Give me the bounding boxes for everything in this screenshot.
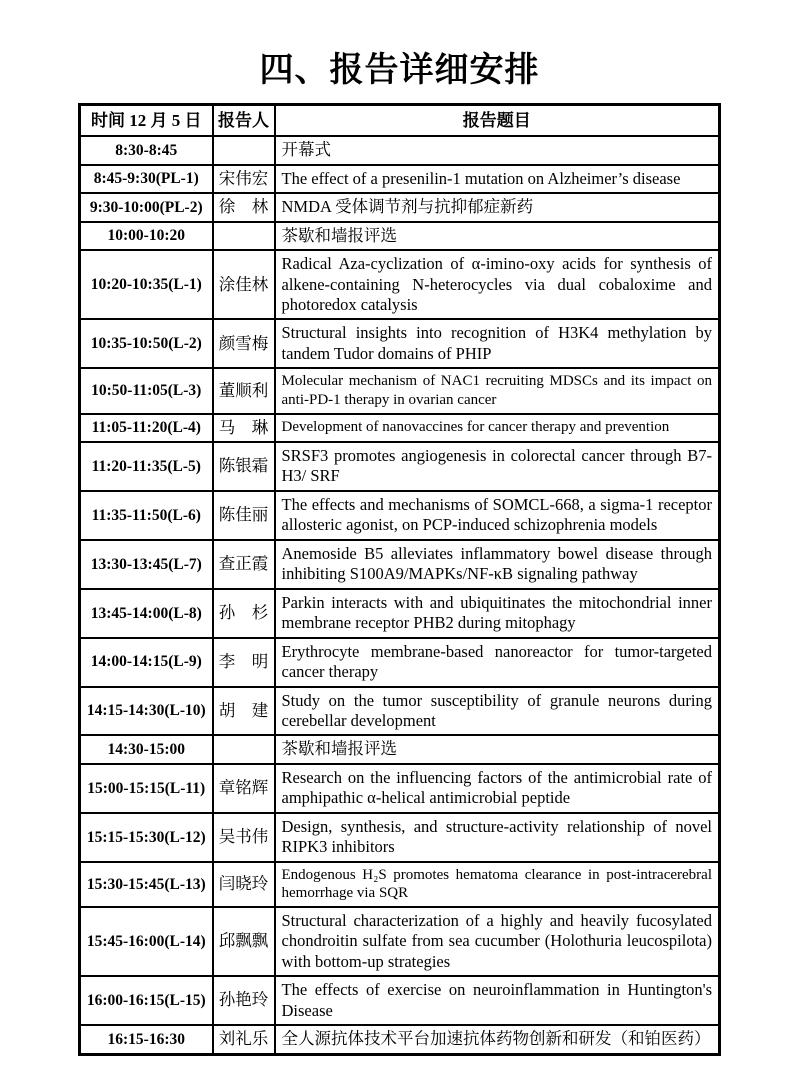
presenter-cell: 孙 杉 — [213, 589, 275, 638]
title-cell: NMDA 受体调节剂与抗抑郁症新药 — [275, 193, 720, 221]
presenter-cell — [213, 735, 275, 763]
header-row — [80, 105, 720, 137]
time-cell: 8:45-9:30(PL-1) — [80, 165, 213, 193]
presenter-cell: 章铭辉 — [213, 764, 275, 813]
presenter-cell: 李 明 — [213, 638, 275, 687]
table-row — [80, 735, 720, 763]
time-cell: 16:15-16:30 — [80, 1025, 213, 1054]
table-row — [80, 862, 720, 907]
schedule-body — [80, 136, 720, 1054]
schedule-table — [78, 103, 721, 1056]
time-cell: 15:15-15:30(L-12) — [80, 813, 213, 862]
title-cell: Structural characterization of a highly and heavily fucosylated chondroitin sulfate from sea cucumber (Holothuria leucospilota) with bottom-up strategies — [275, 907, 720, 976]
presenter-cell: 胡 建 — [213, 687, 275, 736]
time-cell: 16:00-16:15(L-15) — [80, 976, 213, 1025]
table-row — [80, 442, 720, 491]
title-cell: Parkin interacts with and ubiquitinates the mitochondrial inner membrane receptor PHB2 during mitophagy — [275, 589, 720, 638]
title-cell: 开幕式 — [275, 136, 720, 164]
time-cell: 10:00-10:20 — [80, 222, 213, 250]
table-row — [80, 414, 720, 442]
title-cell: Study on the tumor susceptibility of granule neurons during cerebellar development — [275, 687, 720, 736]
presenter-cell: 吴书伟 — [213, 813, 275, 862]
table-row — [80, 764, 720, 813]
title-cell: Molecular mechanism of NAC1 recruiting MDSCs and its impact on anti-PD-1 therapy in ovarian cancer — [275, 368, 720, 413]
table-row — [80, 540, 720, 589]
table-row — [80, 907, 720, 976]
presenter-cell: 陈银霜 — [213, 442, 275, 491]
title-cell: SRSF3 promotes angiogenesis in colorectal cancer through B7-H3/ SRF — [275, 442, 720, 491]
title-cell: 茶歇和墙报评选 — [275, 222, 720, 250]
table-row — [80, 638, 720, 687]
title-cell: The effects and mechanisms of SOMCL-668, a sigma-1 receptor allosteric agonist, on PCP-induced schizophrenia models — [275, 491, 720, 540]
time-cell: 10:35-10:50(L-2) — [80, 319, 213, 368]
presenter-cell: 陈佳丽 — [213, 491, 275, 540]
time-cell: 14:00-14:15(L-9) — [80, 638, 213, 687]
title-cell: 茶歇和墙报评选 — [275, 735, 720, 763]
table-row — [80, 687, 720, 736]
presenter-cell: 查正霞 — [213, 540, 275, 589]
presenter-cell: 宋伟宏 — [213, 165, 275, 193]
table-row — [80, 250, 720, 319]
time-cell: 15:45-16:00(L-14) — [80, 907, 213, 976]
time-cell: 11:05-11:20(L-4) — [80, 414, 213, 442]
presenter-cell — [213, 222, 275, 250]
table-row — [80, 491, 720, 540]
presenter-cell: 马 琳 — [213, 414, 275, 442]
time-cell: 9:30-10:00(PL-2) — [80, 193, 213, 221]
time-cell: 11:35-11:50(L-6) — [80, 491, 213, 540]
time-cell: 10:50-11:05(L-3) — [80, 368, 213, 413]
time-cell: 10:20-10:35(L-1) — [80, 250, 213, 319]
table-row — [80, 193, 720, 221]
title-cell: Anemoside B5 alleviates inflammatory bowel disease through inhibiting S100A9/MAPKs/NF-κB signaling pathway — [275, 540, 720, 589]
time-cell: 15:30-15:45(L-13) — [80, 862, 213, 907]
time-cell: 11:20-11:35(L-5) — [80, 442, 213, 491]
table-row — [80, 976, 720, 1025]
time-cell: 13:30-13:45(L-7) — [80, 540, 213, 589]
presenter-cell: 涂佳林 — [213, 250, 275, 319]
presenter-cell: 闫晓玲 — [213, 862, 275, 907]
title-cell: Endogenous H₂S promotes hematoma clearance in post-intracerebral hemorrhage via SQR — [275, 862, 720, 907]
time-cell: 14:15-14:30(L-10) — [80, 687, 213, 736]
title-cell: Development of nanovaccines for cancer therapy and prevention — [275, 414, 720, 442]
presenter-cell — [213, 136, 275, 164]
presenter-cell: 刘礼乐 — [213, 1025, 275, 1054]
title-cell: 全人源抗体技术平台加速抗体药物创新和研发（和铂医药） — [275, 1025, 720, 1054]
presenter-cell: 颜雪梅 — [213, 319, 275, 368]
table-row — [80, 589, 720, 638]
presenter-cell: 董顺利 — [213, 368, 275, 413]
presenter-cell: 徐 林 — [213, 193, 275, 221]
title-cell: The effects of exercise on neuroinflammation in Huntington's Disease — [275, 976, 720, 1025]
table-row — [80, 165, 720, 193]
title-cell: The effect of a presenilin-1 mutation on Alzheimer’s disease — [275, 165, 720, 193]
presenter-cell: 邱飘飘 — [213, 907, 275, 976]
table-row — [80, 222, 720, 250]
title-cell: Radical Aza-cyclization of α-imino-oxy acids for synthesis of alkene-containing N-heterocycles via dual cobaloxime and photoredox catalysis — [275, 250, 720, 319]
time-cell: 13:45-14:00(L-8) — [80, 589, 213, 638]
table-row — [80, 368, 720, 413]
header-presenter: 报告人 — [213, 105, 275, 137]
presenter-cell: 孙艳玲 — [213, 976, 275, 1025]
title-cell: Structural insights into recognition of H3K4 methylation by tandem Tudor domains of PHIP — [275, 319, 720, 368]
table-row — [80, 1025, 720, 1054]
table-row — [80, 136, 720, 164]
title-cell: Research on the influencing factors of the antimicrobial rate of amphipathic α-helical antimicrobial peptide — [275, 764, 720, 813]
table-row — [80, 319, 720, 368]
table-row — [80, 813, 720, 862]
title-cell: Erythrocyte membrane-based nanoreactor for tumor-targeted cancer therapy — [275, 638, 720, 687]
header-time: 时间 12 月 5 日 — [80, 105, 213, 137]
page-title: 四、报告详细安排 — [259, 52, 540, 89]
title-cell: Design, synthesis, and structure-activity relationship of novel RIPK3 inhibitors — [275, 813, 720, 862]
time-cell: 14:30-15:00 — [80, 735, 213, 763]
header-title: 报告题目 — [275, 105, 720, 137]
time-cell: 8:30-8:45 — [80, 136, 213, 164]
time-cell: 15:00-15:15(L-11) — [80, 764, 213, 813]
